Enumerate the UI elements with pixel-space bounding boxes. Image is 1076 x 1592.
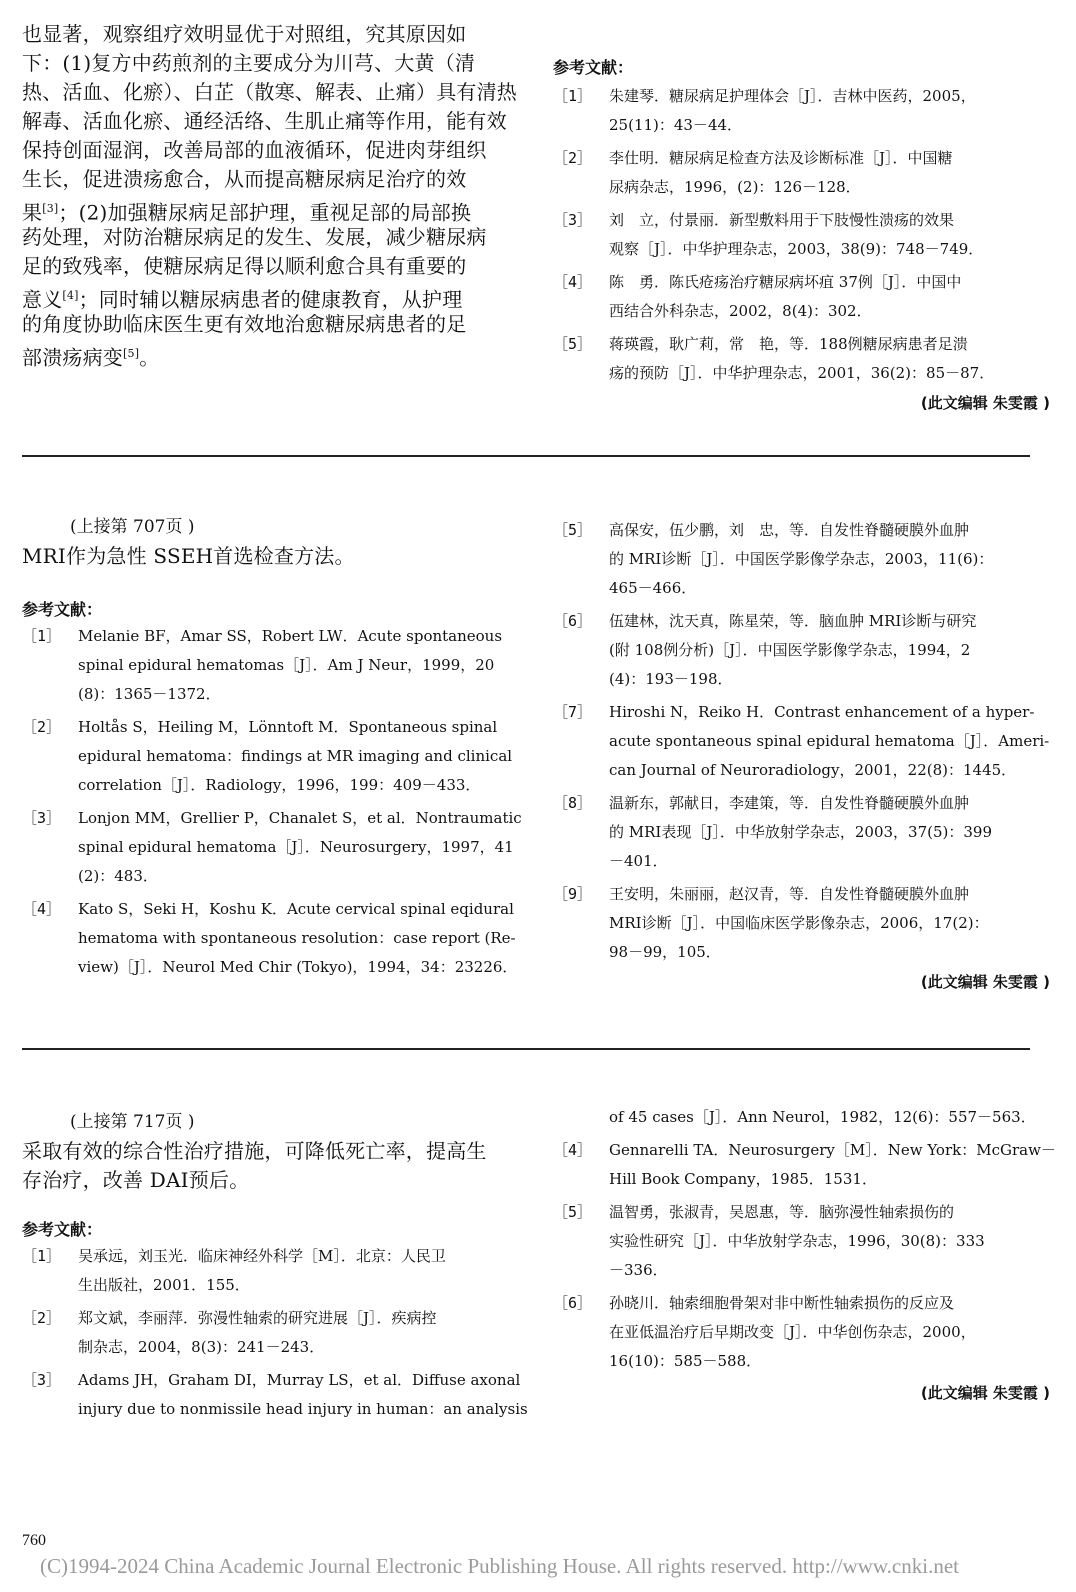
body-line: 生长，促进溃疡愈合，从而提高糖尿病足治疗的效 [22, 167, 467, 191]
reference-number: ［2］ [553, 149, 593, 167]
reference-number: ［1］ [22, 1247, 62, 1265]
references-heading: 参考文献： [22, 1220, 103, 1239]
reference-line: (4)：193－198． [609, 670, 733, 688]
reference-number: ［3］ [22, 809, 62, 827]
citation-superscript: [3] [42, 202, 59, 215]
reference-item [22, 1304, 532, 1362]
reference-line: 实验性研究［J］．中华放射学杂志，1996，30(8)：333 [609, 1232, 985, 1250]
body-line [22, 194, 522, 223]
reference-item [553, 698, 1053, 785]
reference-line: Hiroshi N，Reiko H．Contrast enhancement of a hyper- [609, 703, 1035, 721]
reference-number: ［4］ [553, 273, 593, 291]
reference-item [553, 268, 1053, 326]
reference-line: 的 MRI诊断［J］．中国医学影像学杂志，2003，11(6)： [609, 550, 994, 568]
reference-number: ［3］ [22, 1371, 62, 1389]
reference-item [553, 1198, 1053, 1285]
reference-item [553, 789, 1053, 876]
reference-number: ［7］ [553, 703, 593, 721]
reference-line: 刘 立，付景丽．新型敷料用于下肢慢性溃疡的效果 [609, 211, 955, 229]
reference-line: hematoma with spontaneous resolution：case report (Re- [78, 929, 516, 947]
reference-line: injury due to nonmissile head injury in human：an analysis [78, 1400, 528, 1418]
body-text-fragment: ；同时辅以糖尿病患者的健康教育，从护理 [78, 287, 463, 312]
body-line: 解毒、活血化瘀、通经活络、生肌止痛等作用，能有效 [22, 109, 507, 133]
reference-line: 观察［J］．中华护理杂志，2003，38(9)：748－749． [609, 240, 984, 258]
reference-item [553, 206, 1053, 264]
reference-number: ［5］ [553, 521, 593, 539]
reference-number: ［8］ [553, 794, 593, 812]
reference-line: 蒋瑛霞，耿广莉，常 艳，等．188例糖尿病患者足溃 [609, 335, 968, 353]
continued-from: (上接第 707页 ) [70, 517, 195, 537]
reference-line: 尿病杂志，1996，(2)：126－128． [609, 178, 861, 196]
reference-line: spinal epidural hematomas［J］．Am J Neur，1999，20 [78, 656, 495, 674]
citation-superscript: [4] [62, 289, 79, 302]
page-number: 760 [22, 1532, 46, 1549]
citation-superscript: [5] [123, 347, 140, 360]
section3-right [553, 1103, 1056, 1403]
editor-credit: (此文编辑 朱雯霞 ) [920, 973, 1050, 991]
reference-number: ［1］ [553, 87, 593, 105]
reference-item [22, 1242, 532, 1300]
reference-line: 朱建琴．糖尿病足护理体会［J］．吉林中医药，2005， [609, 87, 976, 105]
reference-item [22, 895, 532, 982]
body-line: MRI作为急性 SSEH首选检查方法。 [22, 544, 355, 568]
reference-number: ［4］ [22, 900, 62, 918]
reference-item [553, 144, 1053, 202]
reference-line: Gennarelli TA．Neurosurgery［M］．New York：McGraw－ [609, 1141, 1056, 1159]
reference-line: 16(10)：585－588． [609, 1352, 762, 1370]
reference-line: view)［J］．Neurol Med Chir (Tokyo)，1994，34：23226． [78, 958, 518, 976]
section1-references [553, 55, 1053, 413]
reference-number: ［4］ [553, 1141, 593, 1159]
body-text-fragment: 。 [139, 345, 160, 370]
section-divider [22, 455, 1030, 457]
reference-line: Hill Book Company，1985．1531． [609, 1170, 877, 1188]
reference-line: (附 108例分析)［J］．中国医学影像学杂志，1994，2 [609, 641, 971, 659]
reference-line: 温智勇，张淑青，吴恩惠，等．脑弥漫性轴索损伤的 [609, 1203, 955, 1221]
reference-number: ［6］ [553, 1294, 593, 1312]
reference-line: (2)：483． [78, 867, 158, 885]
reference-item [22, 713, 532, 800]
reference-line: 郑文斌，李丽萍．弥漫性轴索的研究进展［J］．疾病控 [78, 1309, 437, 1327]
reference-item [553, 516, 1053, 603]
reference-list [553, 516, 1053, 967]
body-line: 也显著，观察组疗效明显优于对照组，究其原因如 [22, 22, 467, 46]
reference-item [553, 1289, 1053, 1376]
reference-line: 疡的预防［J］．中华护理杂志，2001，36(2)：85－87． [609, 364, 995, 382]
reference-line: 西结合外科杂志，2002，8(4)：302． [609, 302, 872, 320]
reference-number: ［3］ [553, 211, 593, 229]
reference-item [22, 1366, 532, 1424]
reference-line: Kato S，Seki H，Koshu K．Acute cervical spinal eqidural [78, 900, 514, 918]
reference-line: 25(11)：43－44． [609, 116, 743, 134]
reference-item [553, 607, 1053, 694]
reference-line: －401． [609, 852, 668, 870]
references-heading: 参考文献： [22, 600, 103, 619]
body-line: 存治疗，改善 DAI预后。 [22, 1168, 250, 1192]
reference-line: 在亚低温治疗后早期改变［J］．中华创伤杂志，2000， [609, 1323, 976, 1341]
body-text-fragment: 意义 [22, 287, 63, 312]
reference-line: Holtås S，Heiling M，Lönntoft M．Spontaneous spinal [78, 718, 498, 736]
body-line: 热、活血、化瘀）、白芷（散寒、解表、止痛）具有清热 [22, 80, 517, 104]
reference-number: ［1］ [22, 627, 62, 645]
reference-line: 陈 勇．陈氏疮疡治疗糖尿病坏疽 37例［J］．中国中 [609, 273, 962, 291]
section2-left [22, 512, 532, 986]
reference-line: can Journal of Neuroradiology，2001，22(8)：1445． [609, 761, 1017, 779]
reference-line: －336． [609, 1261, 668, 1279]
reference-list [553, 82, 1053, 388]
body-line [22, 281, 522, 310]
reference-line: MRI诊断［J］．中国临床医学影像杂志，2006，17(2)： [609, 914, 989, 932]
reference-number: ［2］ [22, 718, 62, 736]
reference-line: 高保安，伍少鹏，刘 忠，等．自发性脊髓硬膜外血肿 [609, 521, 970, 539]
section1-body [22, 20, 522, 368]
body-line: 药处理，对防治糖尿病足的发生、发展，减少糖尿病 [22, 225, 487, 249]
reference-line: acute spontaneous spinal epidural hematoma［J］．Ameri- [609, 732, 1050, 750]
body-text-fragment: 果 [22, 200, 43, 225]
reference-line: 465－466． [609, 579, 697, 597]
copyright-footer: (C)1994-2024 China Academic Journal Electronic Publishing House. All rights reserved. http://www.cnki.net [40, 1554, 959, 1578]
reference-line: 王安明，朱丽丽，赵汉青，等．自发性脊髓硬膜外血肿 [609, 885, 970, 903]
reference-line: 制杂志，2004，8(3)：241－243． [78, 1338, 325, 1356]
reference-line: Adams JH，Graham DI，Murray LS，et al．Diffuse axonal [78, 1371, 521, 1389]
body-line: 的角度协助临床医生更有效地治愈糖尿病患者的足 [22, 312, 467, 336]
body-line [22, 339, 522, 368]
reference-line: Melanie BF，Amar SS，Robert LW．Acute spontaneous [78, 627, 503, 645]
reference-item [553, 880, 1053, 967]
reference-number: ［5］ [553, 335, 593, 353]
reference-list [22, 622, 532, 982]
reference-line: epidural hematoma：findings at MR imaging and clinical [78, 747, 513, 765]
body-line: 足的致残率，使糖尿病足得以顺利愈合具有重要的 [22, 254, 467, 278]
body-line: 下：(1)复方中药煎剂的主要成分为川芎、大黄（清 [22, 51, 476, 75]
references-heading: 参考文献： [553, 58, 634, 77]
body-line: 保持创面湿润，改善局部的血液循环，促进肉芽组织 [22, 138, 487, 162]
reference-item [22, 622, 532, 709]
reference-continuation: of 45 cases［J］．Ann Neurol，1982，12(6)：557－563． [609, 1108, 1036, 1126]
reference-line: 伍建林，沈天真，陈星荣，等．脑血肿 MRI诊断与研究 [609, 612, 977, 630]
reference-line: Lonjon MM，Grellier P，Chanalet S，et al．Nontraumatic [78, 809, 522, 827]
body-text-fragment: ；(2)加强糖尿病足部护理，重视足部的局部换 [58, 200, 472, 225]
reference-item [553, 330, 1053, 388]
reference-line: 的 MRI表现［J］．中华放射学杂志，2003，37(5)：399 [609, 823, 992, 841]
reference-list [22, 1242, 532, 1424]
reference-line: 孙晓川．轴索细胞骨架对非中断性轴索损伤的反应及 [609, 1294, 955, 1312]
body-text-fragment: 部溃疡病变 [22, 345, 123, 370]
reference-line: 生出版社，2001．155． [78, 1276, 250, 1294]
section3-left [22, 1107, 532, 1428]
editor-credit: (此文编辑 朱雯霞 ) [920, 1384, 1050, 1402]
editor-credit: (此文编辑 朱雯霞 ) [920, 394, 1050, 412]
reference-line: 98－99，105． [609, 943, 721, 961]
reference-number: ［2］ [22, 1309, 62, 1327]
reference-item [22, 804, 532, 891]
reference-line: (8)：1365－1372． [78, 685, 221, 703]
reference-line: 李仕明．糖尿病足检查方法及诊断标准［J］．中国糖 [609, 149, 953, 167]
reference-number: ［5］ [553, 1203, 593, 1221]
reference-line: 温新东，郭献日，李建策，等．自发性脊髓硬膜外血肿 [609, 794, 970, 812]
reference-number: ［9］ [553, 885, 593, 903]
reference-line: spinal epidural hematoma［J］．Neurosurgery，1997，41 [78, 838, 514, 856]
reference-line: 吴承远，刘玉光．临床神经外科学［M］．北京：人民卫 [78, 1247, 446, 1265]
section-divider [22, 1048, 1030, 1050]
section2-right [553, 516, 1053, 992]
reference-list [553, 1103, 1056, 1376]
reference-item [553, 82, 1053, 140]
reference-number: ［6］ [553, 612, 593, 630]
continued-from: (上接第 717页 ) [70, 1112, 195, 1132]
reference-line: correlation［J］．Radiology，1996，199：409－433． [78, 776, 481, 794]
reference-item [553, 1136, 1056, 1194]
body-line: 采取有效的综合性治疗措施，可降低死亡率，提高生 [22, 1139, 487, 1163]
